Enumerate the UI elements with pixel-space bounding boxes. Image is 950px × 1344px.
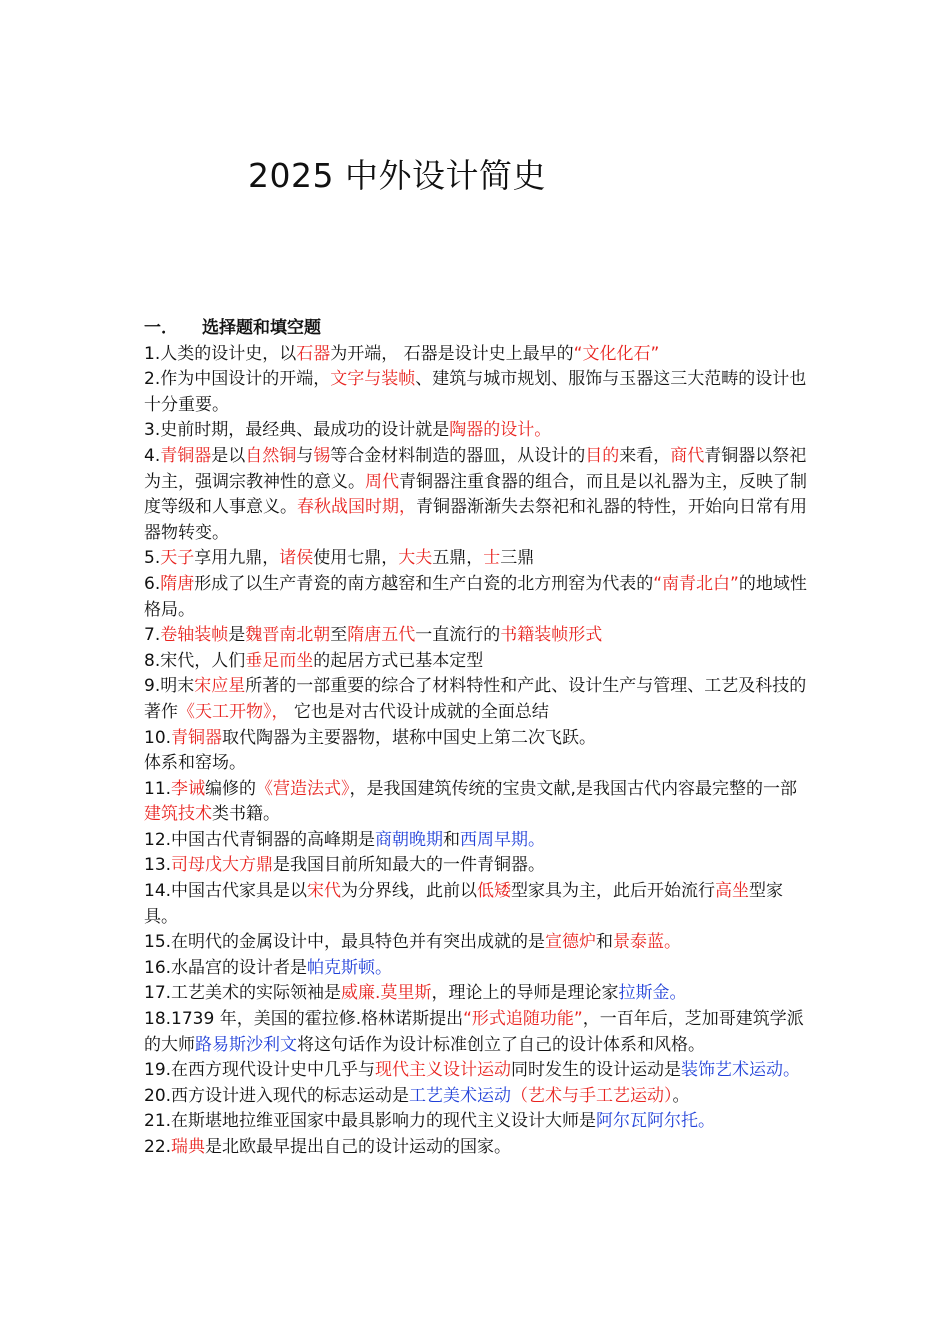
highlighted-answer: 商朝晚期 [375, 829, 444, 850]
question-text: ，是我国建筑传统的宝贵文献,是我国古代内容最完整的一部 [349, 778, 797, 799]
question-text: 16.水晶宫的设计者是 [144, 957, 308, 978]
question-text: 它也是对古代设计成就的全面总结 [288, 701, 549, 722]
question-text: 22. [144, 1137, 172, 1157]
question-text: 取代陶器为主要器物，堪称中国史上第二次飞跃。 [222, 727, 597, 748]
question-text: 12.中国古代青铜器的高峰期是 [144, 829, 376, 850]
highlighted-answer: 周代 [365, 471, 399, 492]
question-paragraph [144, 546, 808, 572]
question-text: 8.宋代，人们 [144, 650, 246, 671]
question-text: 使用七鼎， [313, 548, 399, 569]
highlighted-answer: 天子 [160, 548, 195, 569]
highlighted-answer: 瑞典 [171, 1137, 206, 1157]
question-text: 20.西方设计进入现代的标志运动是 [144, 1085, 410, 1106]
question-text: 型家具为主，此后开始流行 [511, 881, 716, 902]
highlighted-answer: 卷轴装帧 [160, 625, 229, 646]
question-list [144, 342, 808, 1161]
question-paragraph [144, 879, 808, 930]
question-text: 17.工艺美术的实际领袖是 [144, 983, 342, 1004]
highlighted-answer: 春秋战国时期， [297, 497, 416, 518]
highlighted-answer: 自然铜 [245, 445, 297, 466]
question-paragraph [144, 1084, 808, 1110]
question-text: 体系和窑场。 [144, 753, 246, 774]
section-number: 一． [144, 318, 178, 338]
question-text: 是以 [211, 445, 246, 466]
highlighted-answer: 诸侯 [279, 548, 314, 569]
highlighted-answer: 高坐 [715, 881, 750, 902]
question-text: 的地域性格局。 [144, 573, 807, 620]
question-paragraph [144, 623, 808, 649]
highlighted-answer: 石器 [296, 343, 331, 364]
highlighted-answer: 路易斯沙利文 [195, 1034, 297, 1055]
question-text: 5. [144, 548, 161, 569]
question-text: 14.中国古代家具是以 [144, 881, 308, 902]
question-text: 6. [144, 573, 161, 594]
highlighted-answer: 目的 [585, 445, 620, 466]
highlighted-answer: 士 [483, 548, 501, 569]
question-paragraph [144, 853, 808, 879]
question-text: 等合金材料制造的器皿，从设计的 [330, 445, 586, 466]
highlighted-answer: 宋应星 [194, 676, 246, 697]
highlighted-answer: 威廉.莫里斯 [341, 983, 432, 1004]
section-heading [144, 316, 808, 342]
highlighted-answer: 隋唐五代 [347, 625, 416, 646]
question-text: 。 [672, 1085, 690, 1106]
question-text: 同时发生的设计运动是 [511, 1060, 682, 1081]
question-text: ，理论上的导师是理论家 [431, 983, 619, 1004]
question-text: 10. [144, 727, 172, 748]
question-text: 型家具。 [144, 881, 784, 927]
question-text: 五鼎， [432, 548, 484, 569]
question-text: 三鼎 [500, 548, 535, 569]
highlighted-answer: 陶器的设计。 [449, 420, 552, 441]
question-text: 形成了以生产青瓷的南方越窑和生产白瓷的北方刑窑为代表的 [194, 573, 654, 594]
question-paragraph [144, 981, 808, 1007]
highlighted-answer: 宣德炉 [545, 932, 597, 953]
question-paragraph [144, 1135, 808, 1161]
highlighted-answer: 大夫 [398, 548, 433, 569]
question-paragraph [144, 1007, 808, 1058]
question-paragraph [144, 777, 808, 828]
question-text: 青铜器注重食器的组合，而且是以礼器为主，反映了制度等级和人事意义。 [144, 471, 807, 518]
question-text: 类书籍。 [212, 804, 280, 825]
highlighted-answer: 李诫 [171, 778, 206, 799]
question-text: 9.明末 [144, 676, 195, 697]
question-text: 将这句话作为设计标准创立了自己的设计体系和风格。 [297, 1034, 705, 1055]
question-paragraph [144, 572, 808, 623]
highlighted-answer: 书籍装帧形式 [500, 625, 603, 646]
question-paragraph [144, 649, 808, 675]
question-text: 7. [144, 625, 161, 646]
question-paragraph [144, 342, 808, 368]
question-text: 是我国目前所知最大的一件青铜器。 [273, 855, 546, 876]
question-text: 与 [296, 445, 314, 466]
question-text: 为开端， 石器是设计史上最早的 [330, 343, 574, 364]
question-text: 4. [144, 445, 161, 466]
highlighted-answer: 《天工开物》， [178, 701, 289, 722]
question-text: 19.在西方现代设计史中几乎与 [144, 1060, 376, 1081]
question-text: 一直流行的 [415, 625, 501, 646]
question-text: 编修的 [205, 778, 257, 799]
question-text: 1.人类的设计史，以 [144, 343, 297, 364]
question-text: 青铜器渐渐失去祭祀和礼器的特性，开始向日常有用器物转变。 [144, 497, 807, 543]
highlighted-answer: 拉斯金。 [618, 983, 687, 1004]
question-paragraph [144, 751, 808, 777]
question-text: 的起居方式已基本定型 [313, 650, 484, 671]
highlighted-answer: 司母戊大方鼎 [171, 855, 274, 876]
question-text: 13. [144, 855, 172, 876]
question-paragraph [144, 828, 808, 854]
question-text: 3.史前时期，最经典、最成功的设计就是 [144, 420, 450, 441]
question-text: 11. [144, 778, 172, 799]
question-text: 是北欧最早提出自己的设计运动的国家。 [205, 1137, 512, 1157]
question-paragraph [144, 367, 808, 418]
highlighted-answer: 青铜器 [171, 727, 223, 748]
question-text: ，一百年后，芝加哥建筑学派的大师 [144, 1009, 804, 1055]
highlighted-answer: 低矮 [477, 881, 512, 902]
highlighted-answer: 现代主义设计运动 [375, 1060, 512, 1081]
highlighted-answer: 隋唐 [160, 573, 195, 594]
question-paragraph [144, 418, 808, 444]
highlighted-answer: 锡 [313, 445, 331, 466]
highlighted-answer: “形式追随功能” [463, 1009, 583, 1030]
highlighted-answer: 帕克斯顿。 [307, 957, 393, 978]
question-text: 21.在斯堪地拉维亚国家中最具影响力的现代主义设计大师是 [144, 1111, 597, 1132]
question-paragraph [144, 1058, 808, 1084]
highlighted-answer: 青铜器 [160, 445, 212, 466]
highlighted-answer: （艺术与手工艺运动） [511, 1085, 673, 1106]
highlighted-answer: 商代 [670, 445, 705, 466]
question-paragraph [144, 444, 808, 546]
question-text: 、建筑与城市规划、服饰与玉器这三大范畴的设计也十分重要。 [144, 369, 807, 415]
highlighted-answer: 宋代 [307, 881, 342, 902]
question-text: 享用九鼎， [194, 548, 280, 569]
highlighted-answer: “文化化石” [573, 343, 660, 364]
question-text: 18.1739 年，美国的霍拉修.格林诺斯提出 [144, 1009, 464, 1030]
question-text: 15.在明代的金属设计中，最具特色并有突出成就的是 [144, 932, 546, 953]
question-text: 为分界线，此前以 [341, 881, 478, 902]
question-text: 青铜器以祭祀为主，强调宗教神性的意义。 [144, 445, 807, 492]
question-text: 来看， [619, 445, 671, 466]
question-paragraph [144, 930, 808, 956]
highlighted-answer: 景泰蓝。 [613, 932, 682, 953]
question-text: 和 [596, 932, 614, 953]
question-paragraph [144, 726, 808, 752]
highlighted-answer: 《营造法式》 [256, 778, 350, 799]
highlighted-answer: 装饰艺术运动。 [681, 1060, 801, 1081]
document-body [144, 316, 808, 1161]
question-paragraph [144, 674, 808, 725]
question-text: 至 [330, 625, 348, 646]
highlighted-answer: 魏晋南北朝 [245, 625, 331, 646]
highlighted-answer: 文字与装帧 [330, 369, 416, 390]
highlighted-answer: 工艺美术运动 [409, 1085, 512, 1106]
highlighted-answer: “南青北白” [653, 573, 739, 594]
highlighted-answer: 西周早期。 [460, 829, 546, 850]
highlighted-answer: 垂足而坐 [245, 650, 314, 671]
document-title: 2025 中外设计简史 [248, 156, 546, 195]
section-label: 选择题和填空题 [202, 318, 321, 338]
question-text: 2.作为中国设计的开端， [144, 369, 331, 390]
question-paragraph [144, 1109, 808, 1135]
question-text: 所著的一部重要的综合了材料特性和产此、设计生产与管理、工艺及科技的著作 [144, 676, 807, 722]
highlighted-answer: 阿尔瓦阿尔托。 [596, 1111, 716, 1132]
question-paragraph [144, 956, 808, 982]
highlighted-answer: 建筑技术 [144, 804, 212, 825]
question-text: 和 [443, 829, 461, 850]
question-text: 是 [228, 625, 246, 646]
